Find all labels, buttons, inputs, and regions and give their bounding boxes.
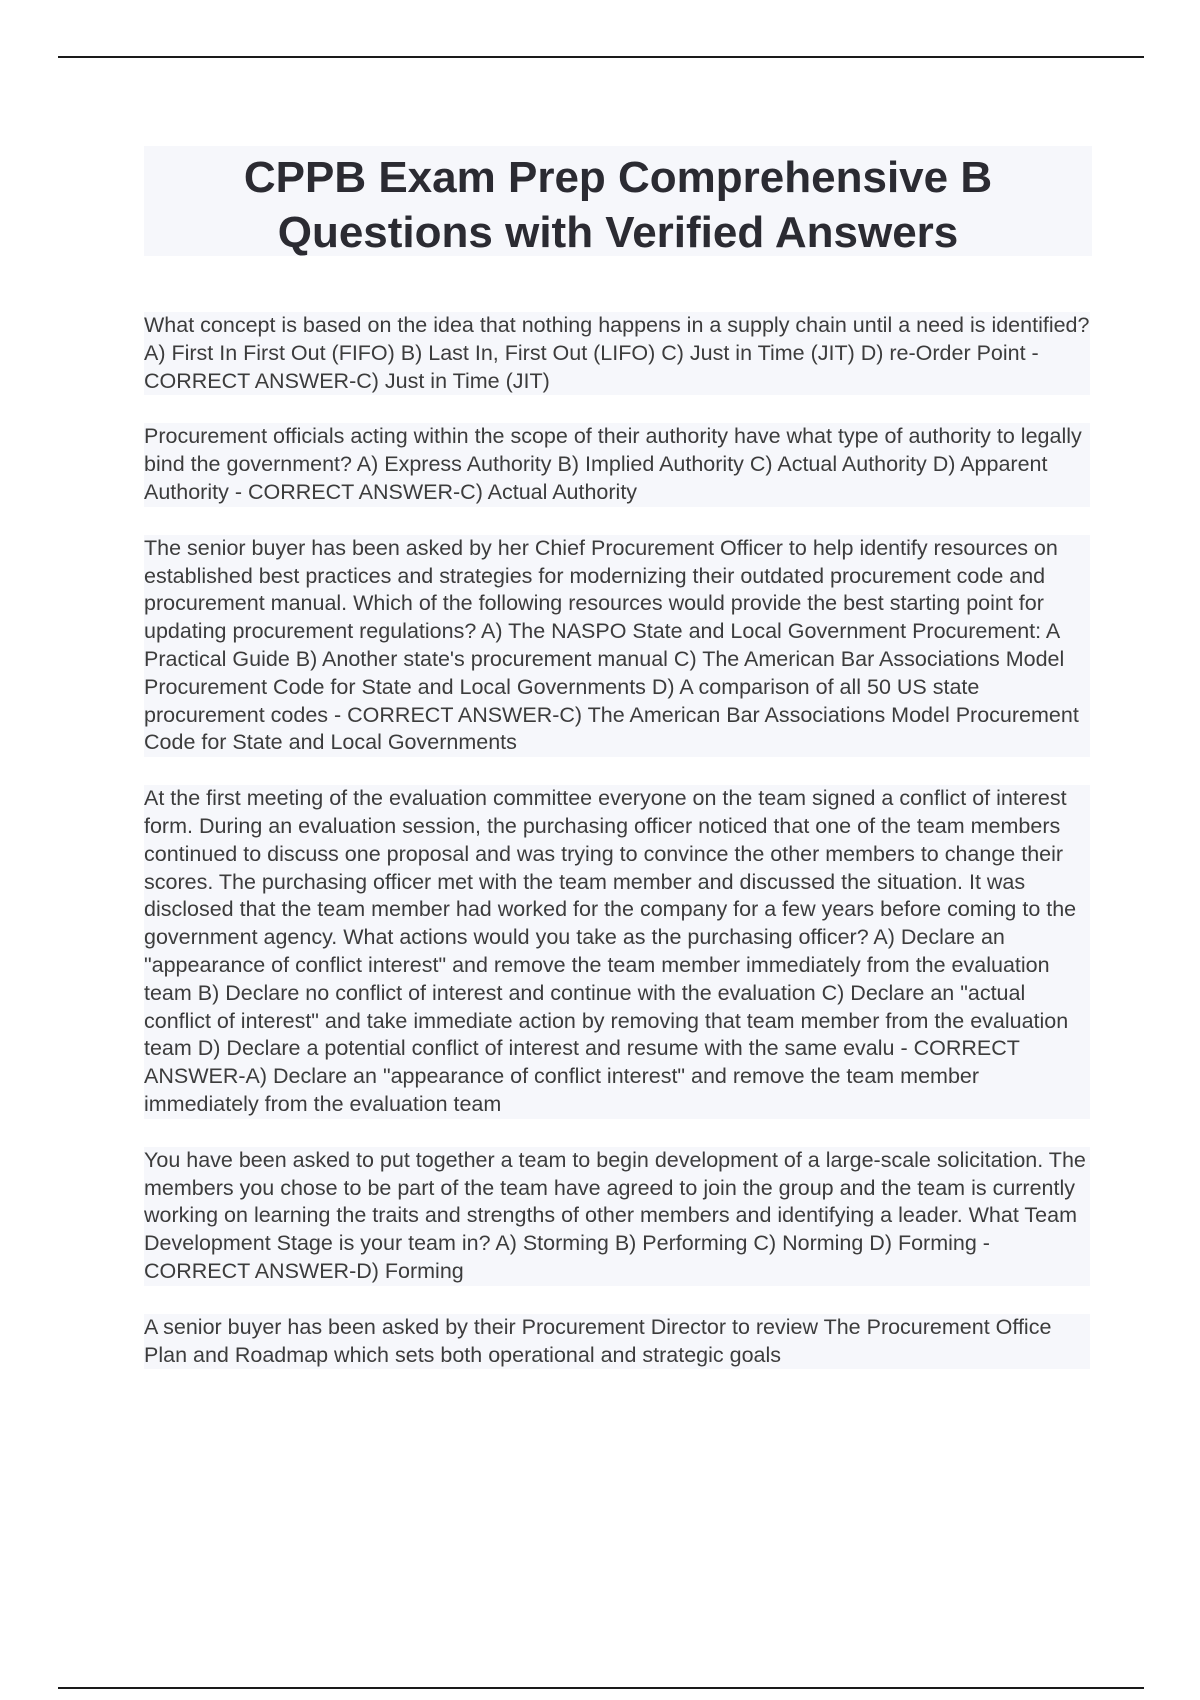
- question-paragraph-2: Procurement officials acting within the scope of their authority have what type of authority to legally bind the government? A) Express Authority B) Implied Authority C) Actual Authority D) Apparent Authority - CORRECT ANSWER-C) Actual Authority: [144, 423, 1090, 506]
- document-title: [144, 146, 1092, 256]
- bottom-divider: [58, 1687, 1144, 1689]
- top-divider: [58, 56, 1144, 58]
- question-paragraph-3: The senior buyer has been asked by her Chief Procurement Officer to help identify resources on established best practices and strategies for modernizing their outdated procurement code and procurement manual. Which of the following resources would provide the best starting point for updating procurement regulations? A) The NASPO State and Local Government Procurement: A Practical Guide B) Another state's procurement manual C) The American Bar Associations Model Procurement Code for State and Local Governments D) A comparison of all 50 US state procurement codes - CORRECT ANSWER-C) The American Bar Associations Model Procurement Code for State and Local Governments: [144, 535, 1090, 757]
- question-paragraph-4: At the first meeting of the evaluation committee everyone on the team signed a conflict of interest form. During an evaluation session, the purchasing officer noticed that one of the team members continued to discuss one proposal and was trying to convince the other members to change their scores. The purchasing officer met with the team member and discussed the situation. It was disclosed that the team member had worked for the company for a few years before coming to the government agency. What actions would you take as the purchasing officer? A) Declare an "appearance of conflict interest" and remove the team member immediately from the evaluation team B) Declare no conflict of interest and continue with the evaluation C) Declare an "actual conflict of interest" and take immediate action by removing that team member from the evaluation team D) Declare a potential conflict of interest and resume with the same evalu - CORRECT ANSWER-A) Declare an "appearance of conflict interest" and remove the team member immediately from the evaluation team: [144, 785, 1090, 1119]
- title-line-1: CPPB Exam Prep Comprehensive B: [243, 153, 993, 202]
- question-paragraph-1: What concept is based on the idea that nothing happens in a supply chain until a need is identified? A) First In First Out (FIFO) B) Last In, First Out (LIFO) C) Just in Time (JIT) D) re-Order Point - CORRECT ANSWER-C) Just in Time (JIT): [144, 312, 1090, 395]
- title-line-2: Questions with Verified Answers: [277, 208, 959, 257]
- question-paragraph-5: You have been asked to put together a team to begin development of a large-scale solicitation. The members you chose to be part of the team have agreed to join the group and the team is currently working on learning the traits and strengths of other members and identifying a leader. What Team Development Stage is your team in? A) Storming B) Performing C) Norming D) Forming - CORRECT ANSWER-D) Forming: [144, 1147, 1090, 1286]
- document-body: [144, 312, 1090, 1397]
- question-paragraph-6: A senior buyer has been asked by their Procurement Director to review The Procurement Office Plan and Roadmap which sets both operational and strategic goals: [144, 1314, 1090, 1370]
